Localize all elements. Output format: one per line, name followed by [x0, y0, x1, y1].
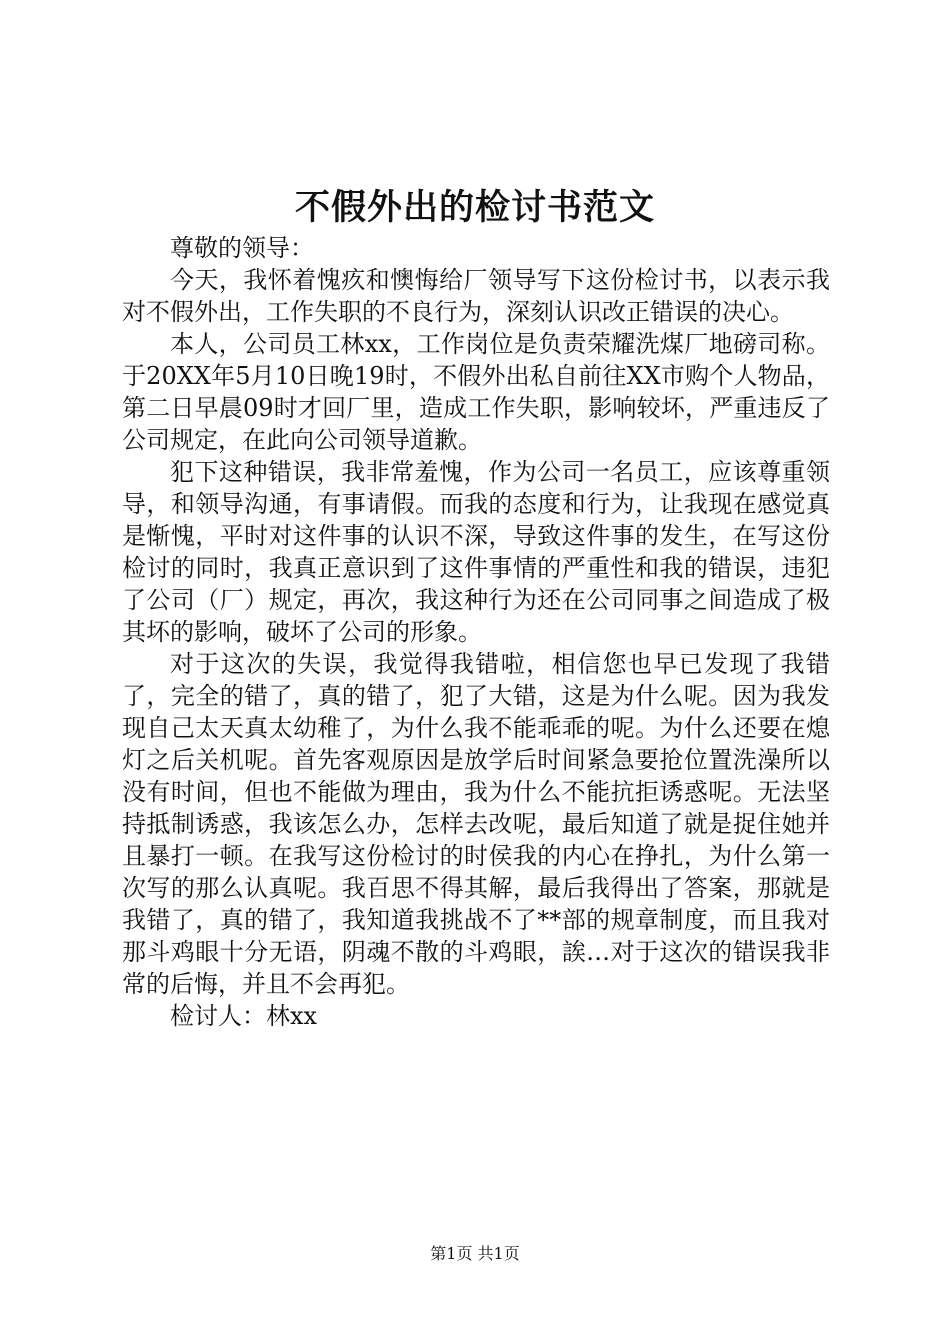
paragraph-remorse: 对于这次的失误，我觉得我错啦，相信您也早已发现了我错了，完全的错了，真的错了，犯了大错，这是为什么呢。因为我发现自己太天真太幼稚了，为什么我不能乖乖的呢。为什么还要在熄灯之后关机呢。首先客观原因是放学后时间紧急要抢位置洗澡所以没有时间，但也不能做为理由，我为什么不能抗拒诱惑呢。无法坚持抵制诱惑，我该怎么办，怎样去改呢，最后知道了就是捉住她并且暴打一顿。在我写这份检讨的时侯我的内心在挣扎，为什么第一次写的那么认真呢。我百思不得其解，最后我得出了答案，那就是我错了，真的错了，我知道我挑战不了**部的规章制度，而且我对那斗鸡眼十分无语，阴魂不散的斗鸡眼，誒…对于这次的错误我非常的后悔，并且不会再犯。: [122, 650, 830, 998]
salutation: 尊敬的领导：: [170, 234, 314, 262]
paragraph-intro: 今天，我怀着愧疚和懊悔给厂领导写下这份检讨书，以表示我对不假外出，工作失职的不良行为，深刻认识改正错误的决心。: [122, 266, 830, 326]
paragraph-reflection: 犯下这种错误，我非常羞愧，作为公司一名员工，应该尊重领导，和领导沟通，有事请假。而我的态度和行为，让我现在感觉真是惭愧，平时对这件事的认识不深，导致这件事的发生，在写这份检讨的同时，我真正意识到了这件事情的严重性和我的错误，违犯了公司（厂）规定，再次，我这种行为还在公司同事之间造成了极其坏的影响，破坏了公司的形象。: [122, 458, 830, 646]
page-footer: 第1页 共1页: [430, 1244, 520, 1263]
document-body: [122, 232, 830, 1032]
document-title: 不假外出的检讨书范文: [294, 187, 655, 228]
signature: 检讨人：林xx: [170, 1002, 318, 1030]
paragraph-incident: 本人，公司员工林xx，工作岗位是负责荣耀洗煤厂地磅司称。于20XX年5月10日晚19时，不假外出私自前往XX市购个人物品，第二日早晨09时才回厂里，造成工作失职，影响较坏，严重违反了公司规定，在此向公司领导道歉。: [122, 330, 830, 454]
